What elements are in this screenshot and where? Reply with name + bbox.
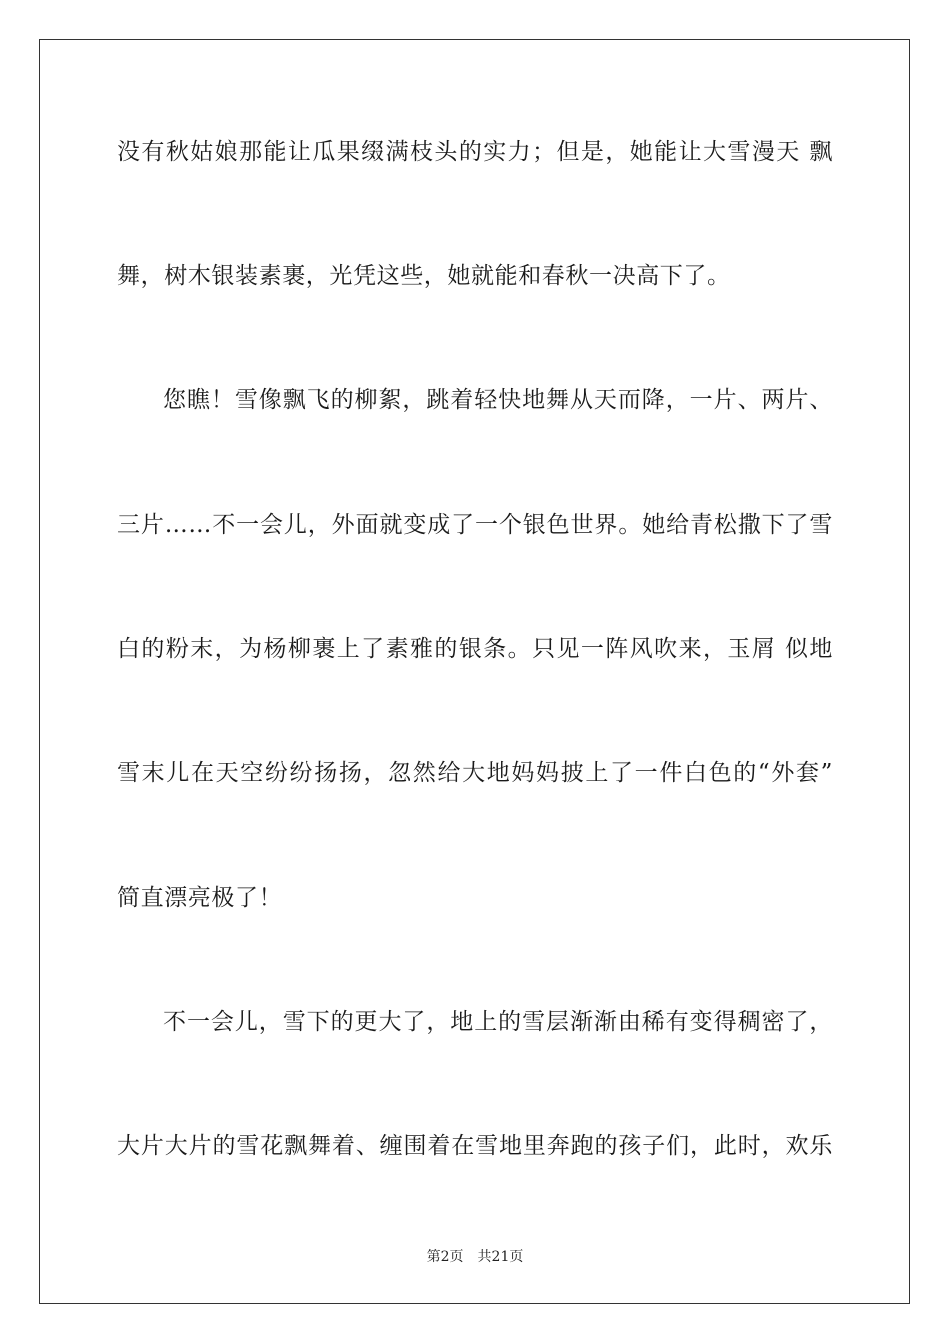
text-line-4: 三片……不一会儿，外面就变成了一个银色世界。她给青松撒下了雪 [117, 512, 833, 538]
text-line-6: 雪末儿在天空纷纷扬扬，忽然给大地妈妈披上了一件白色的“外套” [117, 760, 833, 786]
page-border [39, 39, 910, 1304]
text-line-7: 简直漂亮极了！ [117, 885, 283, 911]
page-footer [0, 1248, 950, 1266]
text-line-9: 大片大片的雪花飘舞着、缠围着在雪地里奔跑的孩子们，此时，欢乐 [117, 1133, 833, 1159]
text-line-2: 舞，树木银装素裹，光凭这些，她就能和春秋一决高下了。 [117, 263, 731, 289]
text-line-8: 不一会儿，雪下的更大了，地上的雪层渐渐由稀有变得稠密了， [163, 1009, 833, 1035]
page-number: 第2页 [426, 1249, 464, 1265]
page-total: 共21页 [477, 1249, 524, 1265]
text-line-3: 您瞧！雪像飘飞的柳絮，跳着轻快地舞从天而降，一片、两片、 [163, 387, 833, 413]
text-line-1: 没有秋姑娘那能让瓜果缀满枝头的实力；但是，她能让大雪漫天 飘 [117, 139, 833, 165]
text-line-5: 白的粉末，为杨柳裹上了素雅的银条。只见一阵风吹来，玉屑 似地 [117, 636, 833, 662]
